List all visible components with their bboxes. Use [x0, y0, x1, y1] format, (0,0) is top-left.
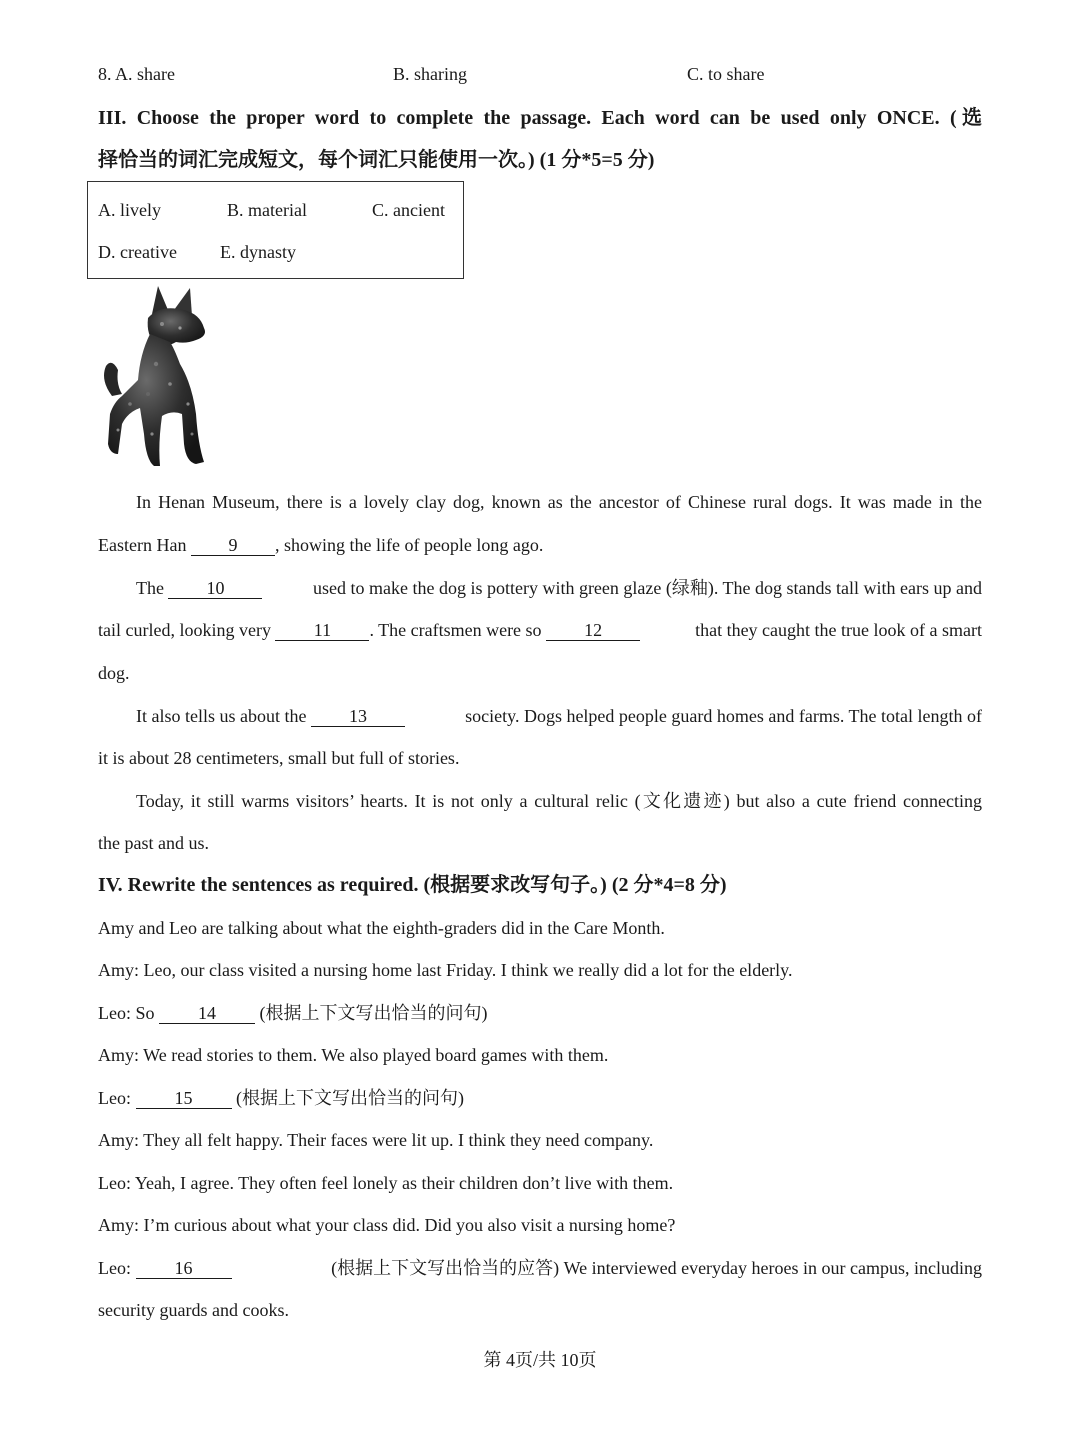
blank-9[interactable]: 9 [191, 535, 275, 556]
dialogue-line-7: Amy: I’m curious about what your class did. Did you also visit a nursing home? [98, 1215, 676, 1235]
passage-p3-line1 [136, 704, 982, 728]
blank-12[interactable]: 12 [546, 620, 640, 641]
text: . The craftsmen were so [369, 620, 547, 640]
word-option-a: A. lively [98, 200, 161, 220]
blank-13[interactable]: 13 [311, 706, 405, 727]
blank-14[interactable]: 14 [159, 1003, 255, 1024]
text: Eastern Han [98, 535, 191, 555]
q8-option-c: C. to share [687, 64, 765, 84]
section3-heading-line2: 择恰当的词汇完成短文，每个词汇只能使用一次。) (1 分*5=5 分) [98, 149, 655, 171]
blank-11[interactable]: 11 [275, 620, 369, 641]
dialogue-line-5: Amy: They all felt happy. Their faces were lit up. I think they need company. [98, 1130, 654, 1150]
dialogue-intro: Amy and Leo are talking about what the eighth-graders did in the Care Month. [98, 918, 665, 938]
passage-p1-line2 [98, 533, 982, 557]
word-option-b: B. material [227, 200, 307, 220]
passage-p3-line2: it is about 28 centimeters, small but full of stories. [98, 748, 460, 768]
blank-10[interactable]: 10 [168, 578, 262, 599]
dialogue-line-8 [98, 1256, 982, 1280]
section3-heading-line1: III. Choose the proper word to complete the passage. Each word can be used only ONCE. (选 [98, 107, 982, 129]
word-bank-box [87, 181, 464, 279]
passage-p4-line2: the past and us. [98, 833, 209, 853]
text: society. Dogs helped people guard homes and farms. The total length of [465, 706, 982, 726]
dialogue-line-6: Leo: Yeah, I agree. They often feel lonely as their children don’t live with them. [98, 1173, 674, 1193]
clay-dog-image [100, 284, 215, 476]
dialogue-line-1: Amy: Leo, our class visited a nursing home last Friday. I think we really did a lot for the elderly. [98, 960, 793, 980]
text: (根据上下文写出恰当的问句) [231, 1088, 464, 1108]
q8-option-b: B. sharing [393, 64, 467, 84]
blank-15[interactable]: 15 [136, 1088, 232, 1109]
passage-p4-line1: Today, it still warms visitors’ hearts. It is not only a cultural relic (文化遗迹) but also a cute friend connecting [136, 791, 982, 811]
dialogue-line-4 [98, 1086, 982, 1110]
dialogue-line-2 [98, 1001, 982, 1025]
passage-p1-line1: In Henan Museum, there is a lovely clay dog, known as the ancestor of Chinese rural dogs. It was made in the [136, 492, 982, 512]
passage-p2-line2 [98, 618, 982, 642]
word-option-e: E. dynasty [220, 242, 296, 262]
text: Leo: [98, 1258, 136, 1278]
dialogue-line-3: Amy: We read stories to them. We also played board games with them. [98, 1045, 609, 1065]
text: , showing the life of people long ago. [274, 535, 544, 555]
text: The [136, 578, 169, 598]
text: tail curled, looking very [98, 620, 276, 640]
q8-option-a: 8. A. share [98, 64, 175, 84]
text: used to make the dog is pottery with green glaze (绿釉). The dog stands tall with ears up and [312, 578, 982, 598]
text: (根据上下文写出恰当的问句) [255, 1003, 488, 1023]
word-option-c: C. ancient [372, 200, 445, 220]
passage-p2-line3: dog. [98, 663, 130, 683]
word-option-d: D. creative [98, 242, 177, 262]
text: that they caught the true look of a smart [695, 620, 982, 640]
dialogue-line-9: security guards and cooks. [98, 1300, 289, 1320]
blank-16[interactable]: 16 [136, 1258, 232, 1279]
text: Leo: [98, 1088, 136, 1108]
passage-p2-line1 [136, 576, 982, 600]
text: (根据上下文写出恰当的应答) We interviewed everyday heroes in our campus, including [331, 1258, 982, 1278]
page-number-footer: 第 4页/共 10页 [483, 1350, 597, 1370]
section4-heading: IV. Rewrite the sentences as required. (根据要求改写句子。) (2 分*4=8 分) [98, 874, 727, 896]
text: Leo: So [98, 1003, 159, 1023]
text: It also tells us about the [136, 706, 311, 726]
